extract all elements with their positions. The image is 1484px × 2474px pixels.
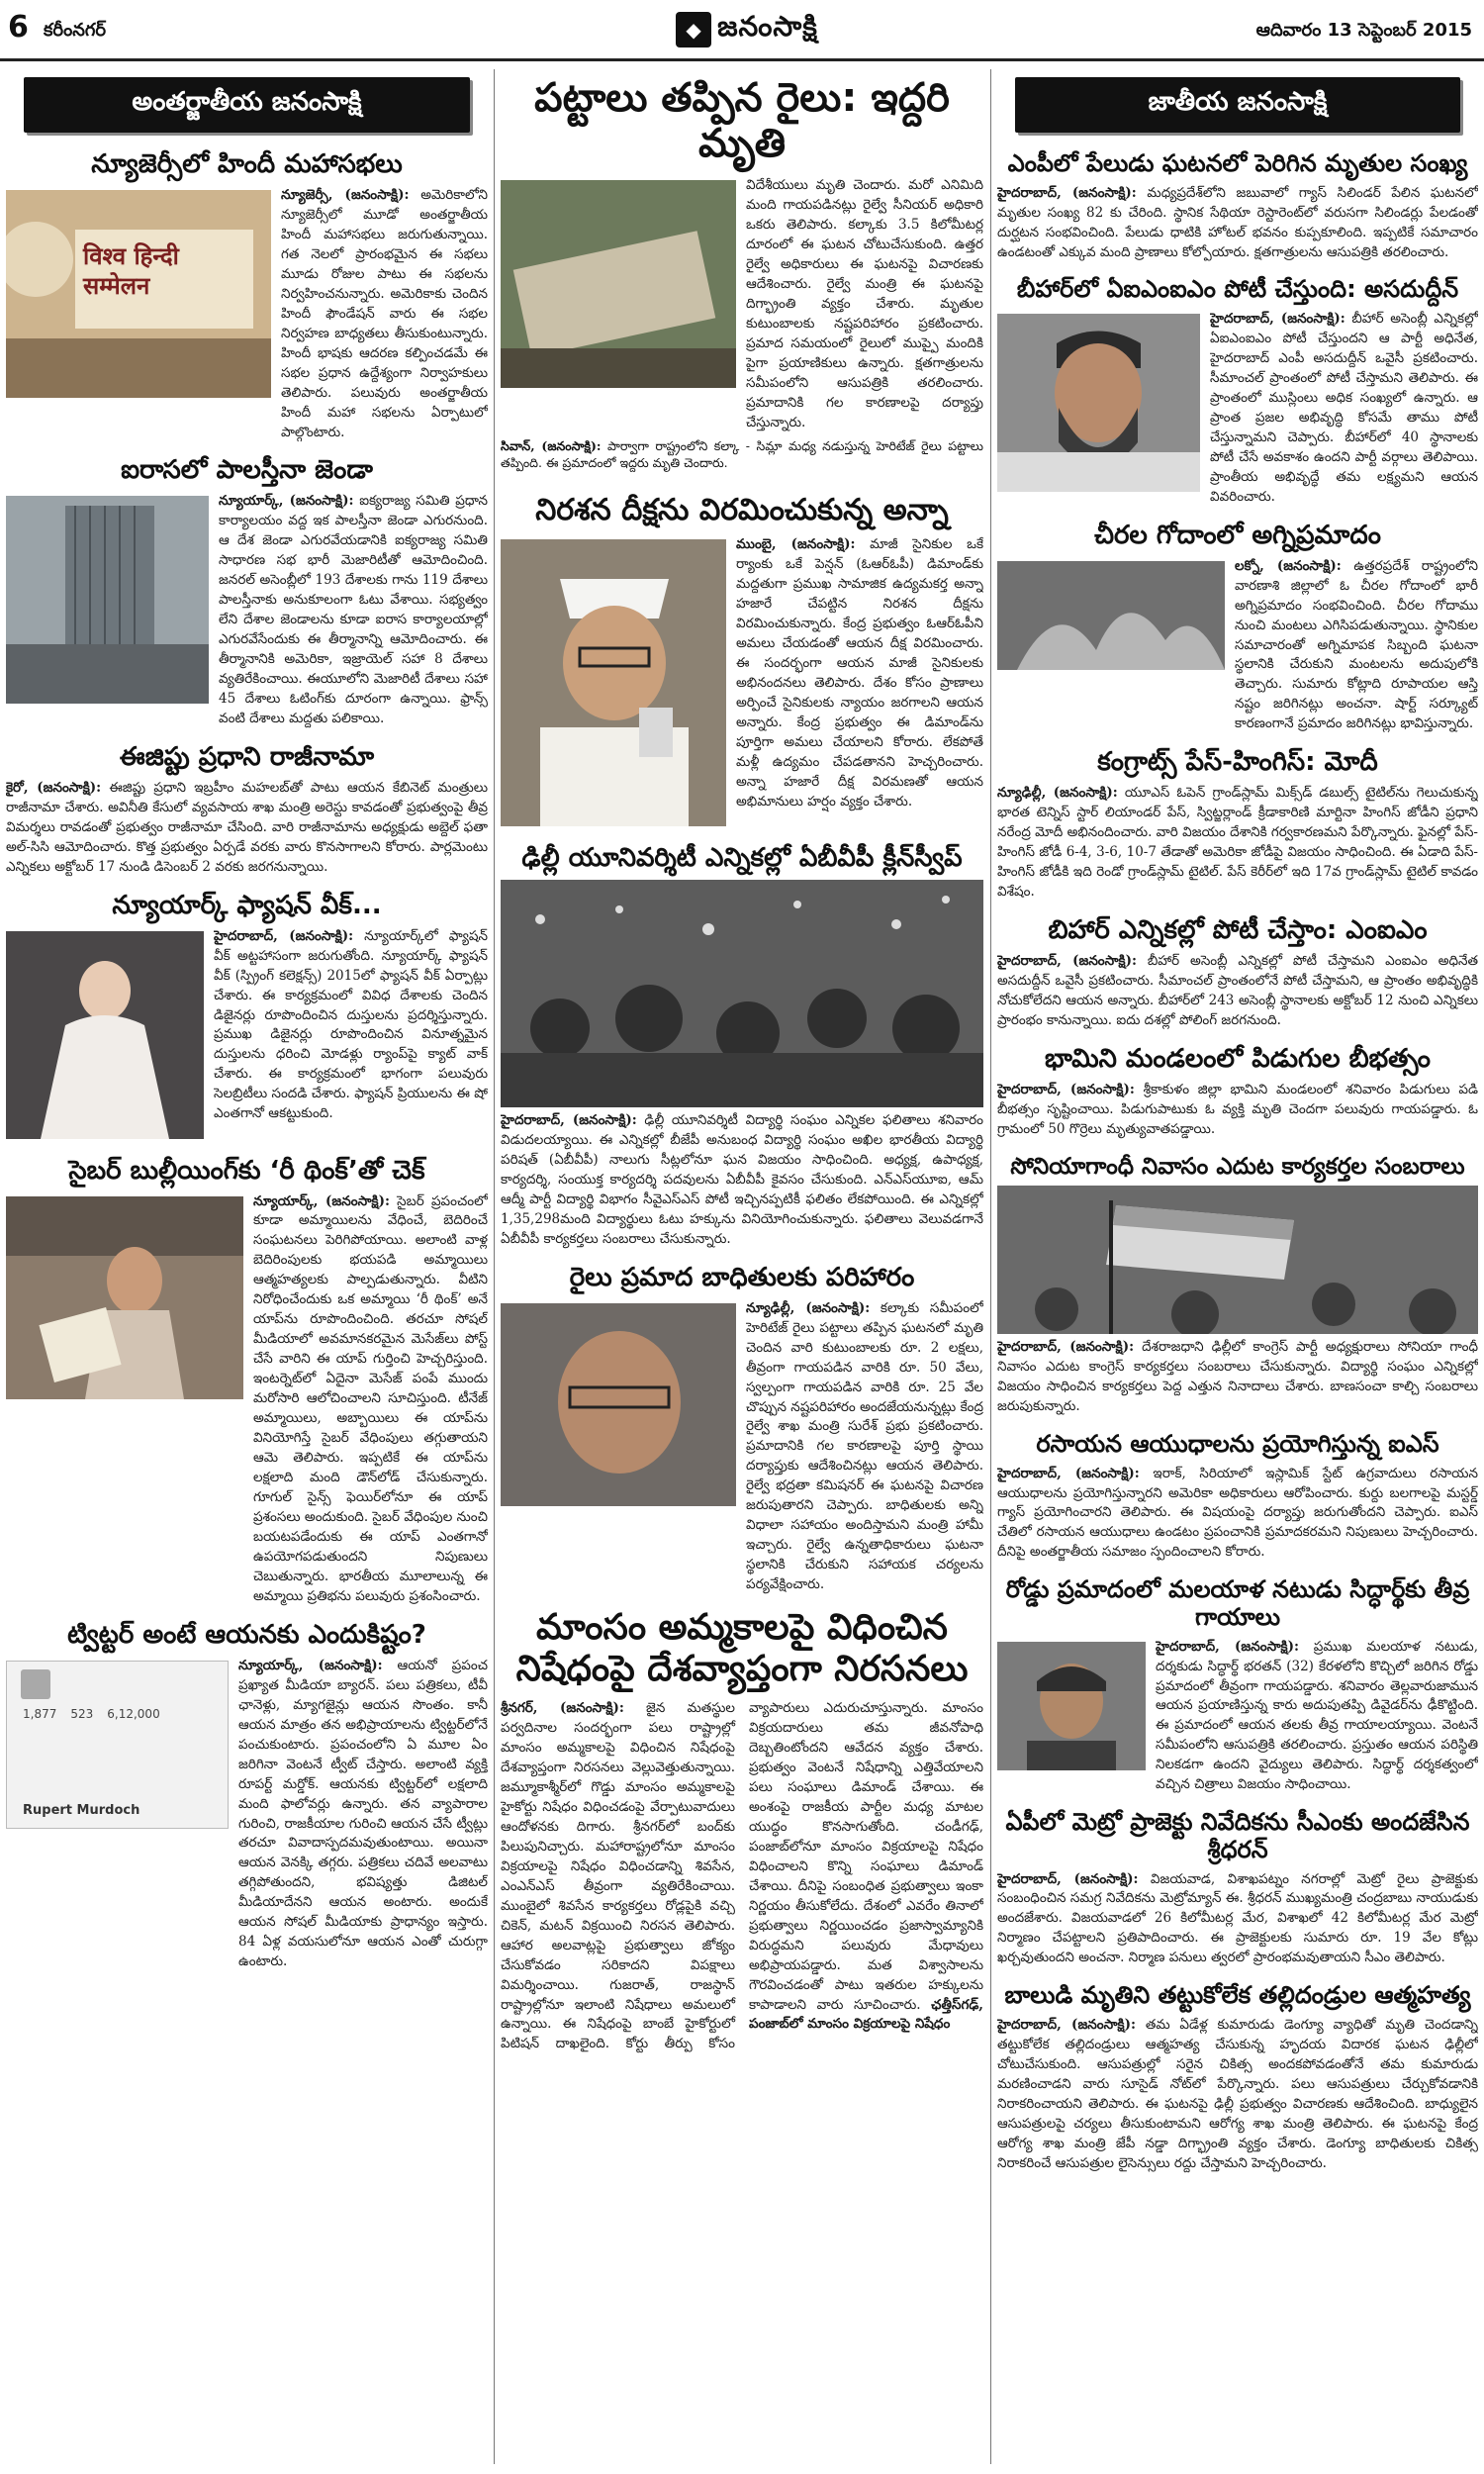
body-copy: బీహార్ అసెంబ్లీ ఎన్నికల్లో ఏఐఎంఐఎం పోటీ చేస్తుందని ఆ పార్టీ అధినేత, హైదరాబాద్ ఎంపీ అసదుద్దీన్ ఒవైసీ ప్రకటించారు. సీమాంచల్ ప్రాంతంలో పోటీ చేస్తామని తెలిపారు. ఈ ప్రాంతంలో ముస్లింలు అధిక సంఖ్యలో ఉన్నారు. ఆ ప్రాంత ప్రజల అభివృద్ధి కోసమే తాము పోటీ చేస్తున్నామని చెప్పారు. బీహార్‌లో 40 స్థానాలకు పోటీ చేసే అవకాశం ఉందని పార్టీ వర్గాలు తెలిపాయి. ప్రాంతీయ అభివృద్ధే తమ లక్ష్యమని ఆయన వివరించారు. <box>1210 311 1478 505</box>
article-body <box>501 1111 983 1250</box>
body-copy: కల్కాకు సమీపంలో హెరిటేజ్ రైలు పట్టాలు తప్పిన ఘటనలో మృతి చెందిన వారి కుటుంబాలకు రూ. 2 లక్షలు, తీవ్రంగా గాయపడిన వారికి రూ. 50 వేలు, స్వల్పంగా గాయపడిన వారికి రూ. 25 వేల చొప్పున నష్టపరిహారం అందజేయనున్నట్లు కేంద్ర రైల్వే శాఖ మంత్రి సురేశ్ ప్రభు ప్రకటించారు. ప్రమాదానికి గల కారణాలపై పూర్తి స్థాయి దర్యాప్తుకు ఆదేశించినట్లు ఆయన తెలిపారు. రైల్వే భద్రతా కమిషనర్ ఈ ఘటనపై విచారణ జరుపుతారని చెప్పారు. బాధితులకు అన్ని విధాలా సహాయం అందిస్తామని మంత్రి హామీ ఇచ్చారు. రైల్వే ఉన్నతాధికారులు ఘటనా స్థలానికి చేరుకుని సహాయక చర్యలను పర్యవేక్షించారు. <box>746 1299 983 1593</box>
article-body <box>746 1299 983 1596</box>
article-body <box>736 535 983 812</box>
profile-name: Rupert Murdoch <box>23 1802 140 1818</box>
derailed-train-photo <box>501 180 736 388</box>
body-copy: ఐక్యరాజ్య సమితి ప్రధాన కార్యాలయం వద్ద ఇక పాలస్తీనా జెండా ఎగురనుంది. ఆ దేశ జెండా ఎగురవేయడానికి ఐక్యరాజ్య సమితి సాధారణ సభ భారీ మెజారిటీతో ఆమోదించింది. జనరల్ అసెంబ్లీలో 193 దేశాలకు గాను 119 దేశాలు పాలస్తీనాకు అనుకూలంగా ఓటు వేశాయి. సభ్యత్వం లేని దేశాల జెండాలను కూడా ఐరాస కార్యాలయాల్లో ఎగురవేసేందుకు ఈ తీర్మానాన్ని ఆమోదించారు. ఈ తీర్మానానికి అమెరికా, ఇజ్రాయెల్ సహా 8 దేశాలు వ్యతిరేకించాయి. ఈయూలోని మెజారిటీ దేశాలు సహా 45 దేశాలు ఓటింగ్‌కు దూరంగా ఉన్నాయి. ఫ్రాన్స్ వంటి దేశాలు మద్దతు పలికాయి. <box>219 493 488 727</box>
dateline: హైదరాబాద్, (జనంసాక్షి): <box>997 1339 1135 1356</box>
article-mim-bihar <box>997 908 1478 1031</box>
dateline: శ్రీనగర్, (జనంసాక్షి): <box>501 1699 624 1716</box>
profile-avatar <box>21 1669 50 1699</box>
twitter-stats <box>23 1707 160 1721</box>
article-body <box>997 1870 1478 1969</box>
banner-text: विश्व हिन्दी सम्मेलन <box>83 241 179 300</box>
article-body <box>1210 310 1478 508</box>
headline: ఎంపీలో పేలుడు ఘటనలో పెరిగిన మృతుల సంఖ్య <box>1007 149 1468 177</box>
article-metro-report <box>997 1801 1478 1968</box>
dateline: హైదరాబాద్, (జనంసాక్షి): <box>214 927 354 944</box>
headline: చీరల గోదాంలో అగ్నిప్రమాదం <box>1094 520 1381 550</box>
body-copy: మధ్యప్రదేశ్‌లోని జబువాలో గ్యాస్ సిలిండర్ పేలిన ఘటనలో మృతుల సంఖ్య 82 కు చేరింది. స్థానిక సేథియా రెస్టారెంట్‌లో వరుసగా సిలిండర్లు పేలడంతో దుర్ఘటన సంభవించింది. పేలుడు ధాటికి హోటల్ భవనం కుప్పకూలింది. ఇప్పటికే సమాచారం ఉండటంతో ఎక్కువ మంది ప్రాణాలు కోల్పోయారు. క్షతగాత్రులను ఆసుపత్రికి తరలించారు. <box>997 184 1478 260</box>
article-mp-blast <box>997 143 1478 262</box>
following-count: 523 <box>70 1706 94 1721</box>
article-cyber-bullying <box>6 1149 488 1607</box>
article-body <box>997 952 1478 1031</box>
conference-photo <box>6 190 271 398</box>
headline: కంగ్రాట్స్ పేస్-హింగిస్: మోదీ <box>1097 747 1378 778</box>
article-body <box>1156 1638 1478 1796</box>
article-body <box>997 1081 1478 1140</box>
article-egypt-pm <box>6 735 488 878</box>
article-lightning <box>997 1037 1478 1140</box>
headline: రోడ్డు ప్రమాదంలో మలయాళ నటుడు సిద్ధార్థ్‌కు తీవ్ర గాయాలు <box>1005 1575 1470 1631</box>
headline: రసాయన ఆయుధాలను ప్రయోగిస్తున్న ఐఎస్ <box>1036 1429 1439 1458</box>
body-copy: అమెరికాలోని న్యూజెర్సీలో మూడో అంతర్జాతీయ హిందీ మహాసభలు జరుగుతున్నాయి. గత నెలలో ప్రారంభమైన ఈ సభలు మూడు రోజుల పాటు ఈ సభలను నిర్వహించనున్నారు. అమెరికాకు చెందిన హిందీ ఫౌండేషన్ వారు ఈ సభల నిర్వహణ బాధ్యతలు తీసుకుంటున్నారు. హిందీ భాషకు ఆదరణ కల్పించడమే ఈ సభల ప్రధాన ఉద్దేశ్యంగా నిర్వాహకులు తెలిపారు. పలువురు అంతర్జాతీయ హిందీ మహా సభలను ఏర్పాటులో పాల్గొంటారు. <box>281 186 488 440</box>
article-meat-ban <box>501 1601 983 2054</box>
body-copy: జైన మతస్థుల పర్వదినాల సందర్భంగా పలు రాష్ట్రాల్లో మాంసం అమ్మకాలపై విధించిన నిషేధంపై దేశవ్యాప్తంగా నిరసనలు వెల్లువెత్తుతున్నాయి. జమ్మూకాశ్మీర్‌లో గొడ్డు మాంసం అమ్మకాలపై హైకోర్టు నిషేధం విధించడంపై వేర్పాటువాదులు ఆందోళనకు దిగారు. శ్రీనగర్‌లో బంద్‌కు పిలుపునిచ్చారు. మహారాష్ట్రలోనూ మాంసం విక్రయాలపై నిషేధం విధించడాన్ని శివసేన, ఎంఎన్ఎస్ తీవ్రంగా వ్యతిరేకించాయి. ముంబైలో శివసేన కార్యకర్తలు రోడ్లపైకి వచ్చి చికెన్, మటన్ విక్రయించి నిరసన తెలిపారు. ఆహార అలవాట్లపై ప్రభుత్వాలు జోక్యం చేసుకోవడం సరికాదని విపక్షాలు విమర్శించాయి. గుజరాత్, రాజస్థాన్ రాష్ట్రాల్లోనూ ఇలాంటి నిషేధాలు అమలులో ఉన్నాయి. ఈ నిషేధంపై బాంబే హైకోర్టులో పిటిషన్ దాఖలైంది. కోర్టు తీర్పు కోసం వ్యాపారులు ఎదురుచూస్తున్నారు. మాంసం విక్రయదారులు తమ జీవనోపాధి దెబ్బతింటోందని ఆవేదన వ్యక్తం చేశారు. ప్రభుత్వం వెంటనే నిషేధాన్ని ఎత్తివేయాలని పలు సంఘాలు డిమాండ్ చేశాయి. ఈ అంశంపై రాజకీయ పార్టీల మధ్య మాటల యుద్ధం కొనసాగుతోంది. చండీగఢ్, పంజాబ్‌లోనూ మాంసం విక్రయాలపై నిషేధం విధించాలని కొన్ని సంఘాలు డిమాండ్ చేశాయి. దీనిపై సంబంధిత ప్రభుత్వాలు ఇంకా నిర్ణయం తీసుకోలేదు. దేశంలో ఎవరేం తినాలో ప్రభుత్వాలు నిర్ణయించడం ప్రజాస్వామ్యానికి విరుద్ధమని పలువురు మేధావులు అభిప్రాయపడ్డారు. మత విశ్వాసాలను గౌరవించడంతో పాటు ఇతరుల హక్కులను కాపాడాలని వారు సూచించారు. <box>501 1699 983 2052</box>
body-copy: దేశరాజధాని ఢిల్లీలో కాంగ్రెస్ పార్టీ అధ్యక్షురాలు సోనియా గాంధీ నివాసం ఎదుట కాంగ్రెస్ కార్యకర్తలు సంబరాలు చేసుకున్నారు. విద్యార్థి సంఘం ఎన్నికల్లో విజయం సాధించిన కార్యకర్తలు పెద్ద ఎత్తున నినాదాలు చేశారు. బాణసంచా కాల్చి సంబరాలు జరుపుకున్నారు. <box>997 1339 1478 1414</box>
article-sonia-celebration <box>997 1146 1478 1417</box>
dateline: న్యూజెర్సీ, (జనంసాక్షి): <box>281 186 410 203</box>
article-fashion-week <box>6 884 488 1143</box>
dateline: ఛత్తీస్‌గఢ్, పంజాబ్‌లో మాంసం విక్రయాలపై నిషేధం <box>749 1996 983 2033</box>
article-is-chemical-weapons <box>997 1423 1478 1563</box>
body-copy: న్యూయార్క్‌లో ఫ్యాషన్ వీక్ అట్టహాసంగా జరుగుతోంది. న్యూయార్క్ ఫ్యాషన్ వీక్ (స్ప్రింగ్ కలెక్షన్స్) 2015లో ఫ్యాషన్ వీక్ ఏర్పాట్లు చేశారు. ఈ కార్యక్రమంలో వివిధ దేశాలకు చెందిన డిజైనర్లు రూపొందించిన దుస్తులను ప్రదర్శిస్తున్నారు. ప్రముఖ డిజైనర్లు రూపొందించిన వినూత్నమైన దుస్తులను ధరించి మోడళ్లు ర్యాంప్‌పై క్యాట్ వాక్ చేశారు. ఈ కార్యక్రమంలో భాగంగా పలువురు సెలబ్రిటీలు సందడి చేశారు. ఫ్యాషన్ ప్రియులను ఈ షో ఎంతగానో ఆకట్టుకుంది. <box>214 927 488 1122</box>
dateline: కైరో, (జనంసాక్షి): <box>6 779 102 796</box>
followers-count: 6,12,000 <box>107 1706 160 1721</box>
body-copy: ఆయనో ప్రపంచ ప్రఖ్యాత మీడియా బ్యారన్. పలు పత్రికలు, టీవీ ఛానెళ్లు, మ్యాగజైన్లు ఆయన సొంతం. కానీ ఆయన మాత్రం తన అభిప్రాయాలను ట్విట్టర్‌లోనే పంచుకుంటారు. ప్రపంచంలోని ఏ మూల ఏం జరిగినా వెంటనే ట్వీట్ చేస్తారు. అలాంటి వ్యక్తి రూపర్ట్ మర్డోక్. ఆయనకు ట్విట్టర్‌లో లక్షలాది మంది ఫాలోవర్లు ఉన్నారు. తన వ్యాపారాల గురించి, రాజకీయాల గురించి ఆయన చేసే ట్వీట్లు తరచూ వివాదాస్పదమవుతుంటాయి. అయినా ఆయన వెనక్కి తగ్గరు. పత్రికలు చదివే అలవాటు తగ్గిపోతుందని, భవిష్యత్తు డిజిటల్ మీడియాదేనని ఆయన అంటారు. అందుకే ఆయన సోషల్ మీడియాకు ప్రాధాన్యం ఇస్తారు. 84 ఏళ్ల వయసులోనూ ఆయన ఎంతో చురుగ్గా ఉంటారు. <box>238 1657 488 1970</box>
dateline: హైదరాబాద్, (జనంసాక్షి): <box>997 952 1137 969</box>
article-body <box>219 492 488 729</box>
anna-hazare-photo <box>501 539 726 826</box>
student-celebration-photo <box>501 880 983 1107</box>
headline: న్యూయార్క్ ఫ్యాషన్ వీక్... <box>112 890 382 920</box>
body-copy: తమ ఏడేళ్ల కుమారుడు డెంగ్యూ వ్యాధితో మృతి చెందడాన్ని తట్టుకోలేక తల్లిదండ్రులు ఆత్మహత్య చేసుకున్న హృదయ విదారక ఘటన ఢిల్లీలో చోటుచేసుకుంది. ఆసుపత్రుల్లో సరైన చికిత్స అందకపోవడంతోనే తమ కుమారుడు మరణించాడని వారు సూసైడ్ నోట్‌లో పేర్కొన్నారు. పలు ఆసుపత్రులు చేర్చుకోవడానికి నిరాకరించాయని తెలిపారు. ఈ ఘటనపై ఢిల్లీ ప్రభుత్వం విచారణకు ఆదేశించింది. బాధ్యులైన ఆసుపత్రులపై చర్యలు తీసుకుంటామని ఆరోగ్య శాఖ మంత్రి తెలిపారు. ఈ ఘటనపై కేంద్ర ఆరోగ్య శాఖ మంత్రి జేపీ నడ్డా దిగ్భ్రాంతి వ్యక్తం చేశారు. డెంగ్యూ బాధితులకు చికిత్స నిరాకరించే ఆసుపత్రుల లైసెన్సులు రద్దు చేస్తామని హెచ్చరించారు. <box>997 2016 1478 2171</box>
dateline: న్యూయార్క్, (జనంసాక్షి): <box>253 1192 390 1209</box>
section-banner-national: జాతీయ జనంసాక్షి <box>1015 77 1460 133</box>
edition-city: కరీంనగర్ <box>44 20 106 41</box>
warehouse-fire-photo <box>997 561 1225 670</box>
article-palestine-flag <box>6 448 488 729</box>
article-paes-hingis <box>997 740 1478 903</box>
headline: ఈజిప్టు ప్రధాని రాజీనామా <box>119 742 375 772</box>
girl-reading-photo <box>6 1196 243 1399</box>
headline: మాంసం అమ్మకాలపై విధించిన నిషేధంపై దేశవ్యాప్తంగా నిరసనలు <box>515 1607 969 1689</box>
article-body <box>997 2016 1478 2174</box>
article-rail-compensation <box>501 1256 983 1595</box>
body-copy: శ్రీకాకుళం జిల్లా భామిని మండలంలో శనివారం పిడుగులు పడి బీభత్సం సృష్టించాయి. పిడుగుపాటుకు ఓ వ్యక్తి మృతి చెందగా పలువురు గాయపడ్డారు. ఓ గ్రామంలో 50 గొర్రెలు మృత్యువాతపడ్డాయి. <box>997 1081 1478 1137</box>
article-owaisi-bihar <box>997 268 1478 507</box>
article-body <box>238 1657 488 1973</box>
dateline: హైదరాబాద్, (జనంసాక్షి): <box>997 2016 1136 2033</box>
body-copy: బీహార్ అసెంబ్లీ ఎన్నికల్లో పోటీ చేస్తామని ఎంఐఎం అధినేత అసదుద్దీన్ ఒవైసీ ప్రకటించారు. సీమాంచల్ ప్రాంతంలోనే పోటీ చేస్తామని, ఆ ప్రాంతం అభివృద్ధికి నోచుకోలేదని ఆయన అన్నారు. బీహార్‌లో 243 అసెంబ్లీ స్థానాలకు అక్టోబర్ 12 నుంచి ఎన్నికలు ప్రారంభం కానున్నాయి. ఐదు దశల్లో పోలింగ్ జరగనుంది. <box>997 952 1478 1028</box>
article-hindi-conference <box>6 143 488 442</box>
headline: రైలు ప్రమాద బాధితులకు పరిహారం <box>569 1262 915 1292</box>
newspaper-logo <box>633 8 861 51</box>
page-number: 6 <box>8 10 29 45</box>
body-copy: ఇరాక్, సిరియాలో ఇస్లామిక్ స్టేట్ ఉగ్రవాదులు రసాయన ఆయుధాలను ప్రయోగిస్తున్నారని అమెరికా అధికారులు ఆరోపించారు. కుర్దు బలగాలపై మస్టర్డ్ గ్యాస్ ప్రయోగించారని తెలిపారు. ఈ విషయంపై దర్యాప్తు జరుగుతోందని చెప్పారు. ఐఎస్ చేతిలో రసాయన ఆయుధాలు ఉండటం ప్రపంచానికి ప్రమాదకరమని నిపుణులు హెచ్చరించారు. దీనిపై అంతర్జాతీయ సమాజం స్పందించాలని కోరారు. <box>997 1465 1478 1561</box>
headline: న్యూజెర్సీలో హిందీ మహాసభలు <box>91 149 403 179</box>
dateline: హైదరాబాద్, (జనంసాక్షి): <box>997 1465 1140 1481</box>
masthead <box>0 0 1484 61</box>
body-copy: విదేశీయులు మృతి చెందారు. మరో ఎనిమిది మంది గాయపడినట్లు రైల్వే సీనియర్ అధికారి ఒకరు తెలిపారు. కల్కాకు 3.5 కిలోమీటర్ల దూరంలో ఈ ఘటన చోటుచేసుకుంది. ఉత్తర రైల్వే అధికారులు ఈ ఘటనపై విచారణకు ఆదేశించారు. రైల్వే మంత్రి ఈ ఘటనపై దిగ్భ్రాంతి వ్యక్తం చేశారు. మృతుల కుటుంబాలకు నష్టపరిహారం ప్రకటించారు. ప్రమాద సమయంలో రైలులో ముప్పై మందికి పైగా ప్రయాణికులు ఉన్నారు. క్షతగాత్రులను సమీపంలోని ఆసుపత్రికి తరలించారు. ప్రమాదానికి గల కారణాలపై దర్యాప్తు చేస్తున్నారు. <box>746 177 983 430</box>
headline: బీహార్‌లో ఏఐఎంఐఎం పోటీ చేస్తుంది: అసదుద్దీన్ <box>1016 275 1459 304</box>
body-copy: ఉత్తరప్రదేశ్ రాష్ట్రంలోని వారణాశి జిల్లాలో ఓ చీరల గోదాంలో భారీ అగ్నిప్రమాదం సంభవించింది. చీరల గోదాము నుంచి మంటలు ఎగిసిపడుతున్నాయి. స్థానికుల సమాచారంతో అగ్నిమాపక సిబ్బంది ఘటనా స్థలానికి చేరుకుని మంటలను అదుపులోకి తెచ్చారు. సుమారు కోట్లాది రూపాయల ఆస్తి నష్టం జరిగినట్లు అంచనా. షార్ట్ సర్క్యూట్ కారణంగానే ప్రమాదం జరిగినట్లు భావిస్తున్నారు. <box>1235 557 1478 732</box>
actor-siddharth-photo <box>997 1642 1146 1770</box>
section-banner-international: అంతర్జాతీయ జనంసాక్షి <box>24 77 470 133</box>
article-du-elections <box>501 836 983 1250</box>
un-building-photo <box>6 496 209 704</box>
dateline: హైదరాబాద్, (జనంసాక్షి): <box>1156 1638 1299 1655</box>
dateline: న్యూఢిల్లీ, (జనంసాక్షి): <box>997 785 1118 802</box>
article-body <box>746 176 983 433</box>
article-body <box>214 927 488 1125</box>
body-copy: ఢిల్లీ యూనివర్శిటీ విద్యార్థి సంఘం ఎన్నికల ఫలితాలు శనివారం విడుదలయ్యాయి. ఈ ఎన్నికల్లో బీజేపీ అనుబంధ విద్యార్థి సంఘం అఖిల భారతీయ విద్యార్థి పరిషత్ (ఏబీవీపీ) నాలుగు సీట్లలోనూ ఘన విజయం సాధించింది. అధ్యక్ష, ఉపాధ్యక్ష, కార్యదర్శి, సంయుక్త కార్యదర్శి పదవులను ఏబీవీపీ కైవసం చేసుకుంది. ఎన్ఎస్‌యూఐ, ఆమ్ ఆద్మీ పార్టీ విద్యార్థి విభాగం సీవైఎస్‌ఎస్ పోటీ ఇచ్చినప్పటికీ ఫలితం లేకపోయింది. ఈ ఎన్నికల్లో 1,35,298మంది విద్యార్థులు ఓటు హక్కును వినియోగించుకున్నారు. ఫలితాలు వెలువడగానే ఏబీవీపీ కార్యకర్తలు సంబరాలు చేసుకున్నారు. <box>501 1111 983 1247</box>
dateline: న్యూయార్క్, (జనంసాక్షి): <box>219 493 354 510</box>
dateline: హైదరాబాద్, (జనంసాక్షి): <box>1210 311 1345 328</box>
dateline: న్యూయార్క్, (జనంసాక్షి): <box>238 1657 383 1673</box>
headline: ఢిల్లీ యూనివర్శిటీ ఎన్నికల్లో ఏబీవీపీ క్లీన్‌స్వీప్ <box>521 843 963 874</box>
dateline: న్యూఢిల్లీ, (జనంసాక్షి): <box>746 1299 871 1316</box>
article-body <box>997 784 1478 903</box>
tweets-count: 1,877 <box>23 1706 57 1721</box>
logo-text: జనంసాక్షి <box>717 10 818 43</box>
congress-flag-photo <box>997 1186 1478 1334</box>
article-saree-fire <box>997 514 1478 735</box>
column-national <box>997 69 1478 2464</box>
dateline: సివాన్, (జనంసాక్షి): <box>501 437 602 453</box>
article-body <box>1235 557 1478 735</box>
headline: సోనియాగాంధీ నివాసం ఎదుట కార్యకర్తల సంబరాలు <box>1010 1153 1465 1180</box>
column-rule <box>494 69 495 2464</box>
article-actor-accident <box>997 1569 1478 1795</box>
twitter-profile-screenshot <box>6 1661 229 1829</box>
body-copy: యూఎస్ ఓపెన్ గ్రాండ్‌స్లామ్ మిక్స్‌డ్ డబుల్స్ టైటిల్‌ను గెలుచుకున్న భారత టెన్నిస్ స్టార్ లియాండర్ పేస్, స్విట్జర్లాండ్ క్రీడాకారిణి మార్టినా హింగిస్ జోడీని ప్రధాని నరేంద్ర మోదీ అభినందించారు. వారి విజయం దేశానికి గర్వకారణమని పేర్కొన్నారు. ఫైనల్లో పేస్-హింగిస్ జోడీ 6-4, 3-6, 10-7 తేడాతో అమెరికా జోడీపై విజయం సాధించింది. ఈ ఏడాది పేస్-హింగిస్ జోడీకి ఇది రెండో గ్రాండ్‌స్లామ్ టైటిల్. పేస్ కెరీర్‌లో ఇది 17వ గ్రాండ్‌స్లామ్ టైటిల్ కావడం విశేషం. <box>997 785 1478 901</box>
column-main <box>501 69 983 2464</box>
headline: ట్విట్టర్ అంటే ఆయనకు ఎందుకిష్టం? <box>67 1619 426 1650</box>
article-train-derail <box>501 69 983 480</box>
headline: ఏపీలో మెట్రో ప్రాజెక్టు నివేదికను సీఎంకు అందజేసిన శ్రీధరన్ <box>1005 1808 1470 1863</box>
column-international <box>6 69 488 2464</box>
article-anna-hazare <box>501 486 983 831</box>
fashion-show-photo <box>6 931 204 1139</box>
article-body <box>997 1465 1478 1564</box>
dateline: హైదరాబాద్, (జనంసాక్షి): <box>997 1870 1139 1887</box>
body-copy: విజయవాడ, విశాఖపట్నం నగరాల్లో మెట్రో రైలు ప్రాజెక్టుకు సంబంధించిన సమగ్ర నివేదికను మెట్రోమ్యాన్ ఈ. శ్రీధరన్ ముఖ్యమంత్రి చంద్రబాబు నాయుడుకు అందజేశారు. విజయవాడలో 26 కిలోమీటర్ల మేర, విశాఖలో 42 కిలోమీటర్ల మేర మెట్రో నిర్మాణం చేపట్టాలని ప్రతిపాదించారు. ఈ ప్రాజెక్టులకు సుమారు రూ. 19 వేల కోట్లు ఖర్చవుతుందని అంచనా. నిర్మాణ పనులు త్వరలో ప్రారంభమవుతాయని సీఎం తెలిపారు. <box>997 1870 1478 1966</box>
article-body <box>997 1338 1478 1417</box>
article-body <box>253 1192 488 1607</box>
headline: నిరశన దీక్షను విరమించుకున్న అన్నా <box>535 492 949 527</box>
article-body <box>997 184 1478 263</box>
dateline: హైదరాబాద్, (జనంసాక్షి): <box>997 184 1137 201</box>
headline: ఐరాసలో పాలస్తీనా జెండా <box>121 455 373 486</box>
caption-text: పార్వాగా రాష్ట్రంలోని కల్కా - సిమ్లా మధ్య నడుస్తున్న హెరిటేజ్ రైలు పట్టాలు తప్పింది. ఈ ప్రమాదంలో ఇద్దరు మృతి చెందారు. <box>501 437 983 471</box>
dateline: హైదరాబాద్, (జనంసాక్షి): <box>501 1111 637 1128</box>
article-body <box>281 186 488 443</box>
headline: భామిని మండలంలో పిడుగుల బీభత్సం <box>1045 1043 1431 1074</box>
article-body <box>501 1699 983 2054</box>
dateline: ముంబై, (జనంసాక్షి): <box>736 536 856 553</box>
dateline: లక్నో, (జనంసాక్షి): <box>1235 557 1342 574</box>
headline: పట్టాలు తప్పిన రైలు: ఇద్దరి మృతి <box>534 75 950 166</box>
article-body <box>6 779 488 878</box>
photo-caption <box>501 437 983 472</box>
logo-mark-icon: ◆ <box>676 12 711 48</box>
issue-date: ఆదివారం 13 సెప్టెంబర్ 2015 <box>1255 20 1472 41</box>
body-copy: మాజీ సైనికుల ఒకే ర్యాంకు ఒకే పెన్షన్ (ఓఆర్ఓపీ) డిమాండ్‌కు మద్దతుగా ప్రముఖ సామాజిక ఉద్యమకర్త అన్నా హజారే చేపట్టిన నిరశన దీక్షను విరమించుకున్నారు. కేంద్ర ప్రభుత్వం ఓఆర్ఓపీని అమలు చేయడంతో ఆయన దీక్ష విరమించారు. ఈ సందర్భంగా ఆయన మాజీ సైనికులకు అభినందనలు తెలిపారు. దేశం కోసం ప్రాణాలు అర్పించే సైనికులకు న్యాయం జరగాలని ఆయన అన్నారు. కేంద్ర ప్రభుత్వం ఈ డిమాండ్‌ను పూర్తిగా అమలు చేయాలని కోరారు. లేకపోతే మళ్లీ ఉద్యమం చేపడతానని హెచ్చరించారు. అన్నా హజారే దీక్ష విరమణతో ఆయన అభిమానులు హర్షం వ్యక్తం చేశారు. <box>736 536 983 809</box>
headline: సైబర్ బుల్లీయింగ్‌కు ‘రీ థింక్’తో చెక్ <box>68 1155 425 1186</box>
body-copy: సైబర్ ప్రపంచంలో కూడా అమ్మాయిలను వేధించే, బెదిరించే సంఘటనలు పెరిగిపోయాయి. అలాంటి వాళ్ల బెదిరింపులకు భయపడి అమ్మాయిలు ఆత్మహత్యలకు పాల్పడుతున్నారు. వీటిని నిరోధించేందుకు ఒక అమ్మాయి ‘రీ థింక్’ అనే యాప్‌ను రూపొందించింది. తరచూ సోషల్ మీడియాలో అవమానకరమైన మెసేజ్‌లు పోస్ట్ చేసే వారిని ఈ యాప్ గుర్తించి హెచ్చరిస్తుంది. ఇంటర్నెట్‌లో ఏదైనా మెసేజ్ పంపే ముందు మరోసారి ఆలోచించాలని సూచిస్తుంది. టీనేజ్ అమ్మాయిలు, అబ్బాయిలు ఈ యాప్‌ను వినియోగిస్తే సైబర్ వేధింపులు తగ్గుతాయని ఆమె తెలిపారు. ఇప్పటికే ఈ యాప్‌ను లక్షలాది మంది డౌన్‌లోడ్ చేసుకున్నారు. గూగుల్ సైన్స్ ఫెయిర్‌లోనూ ఈ యాప్ ప్రశంసలు అందుకుంది. సైబర్ వేధింపుల నుంచి బయటపడేందుకు ఈ యాప్ ఎంతగానో ఉపయోగపడుతుందని నిపుణులు చెబుతున్నారు. భారతీయ మూలాలున్న ఈ అమ్మాయి ప్రతిభను పలువురు ప్రశంసించారు. <box>253 1192 488 1604</box>
body-copy: ఈజిప్టు ప్రధాని ఇబ్రహీం మహలబ్‌తో పాటు ఆయన కేబినెట్ మంత్రులు రాజీనామా చేశారు. అవినీతి కేసులో వ్యవసాయ శాఖ మంత్రి అరెస్టు కావడంతో ప్రభుత్వంపై తీవ్ర విమర్శలు రావడంతో ప్రభుత్వం రాజీనామా చేసింది. వారి రాజీనామాను అధ్యక్షుడు అబ్దెల్ ఫతా అల్-సిసి ఆమోదించారు. కొత్త ప్రభుత్వం ఏర్పడే వరకు వారు కొనసాగాలని కోరారు. పార్లమెంటు ఎన్నికలు అక్టోబర్ 17 నుండి డిసెంబర్ 2 వరకు జరగనున్నాయి. <box>6 779 488 875</box>
suresh-prabhu-photo <box>501 1303 736 1506</box>
article-twitter-murdoch <box>6 1613 488 1972</box>
headline: బిహార్ ఎన్నికల్లో పోటీ చేస్తాం: ఎంఐఎం <box>1048 915 1428 946</box>
article-parents-suicide <box>997 1974 1478 2173</box>
owaisi-photo <box>997 314 1200 492</box>
body-copy: ప్రముఖ మలయాళ నటుడు, దర్శకుడు సిద్ధార్థ్ భరతన్ (32) కేరళలోని కొచ్చిలో జరిగిన రోడ్డు ప్రమాదంలో తీవ్రంగా గాయపడ్డారు. శనివారం తెల్లవారుజామున ఆయన ప్రయాణిస్తున్న కారు అదుపుతప్పి డివైడర్‌ను ఢీకొట్టింది. ఈ ప్రమాదంలో ఆయన తలకు తీవ్ర గాయాలయ్యాయి. వెంటనే సమీపంలోని ఆసుపత్రికి తరలించారు. ప్రస్తుతం ఆయన పరిస్థితి నిలకడగా ఉందని వైద్యులు తెలిపారు. సిద్ధార్థ్ దర్శకత్వంలో వచ్చిన చిత్రాలు విజయం సాధించాయి. <box>1156 1638 1478 1793</box>
headline: బాలుడి మృతిని తట్టుకోలేక తల్లిదండ్రుల ఆత్మహత్య <box>1004 1981 1471 2010</box>
column-rule <box>990 69 991 2464</box>
dateline: హైదరాబాద్, (జనంసాక్షి): <box>997 1081 1135 1097</box>
